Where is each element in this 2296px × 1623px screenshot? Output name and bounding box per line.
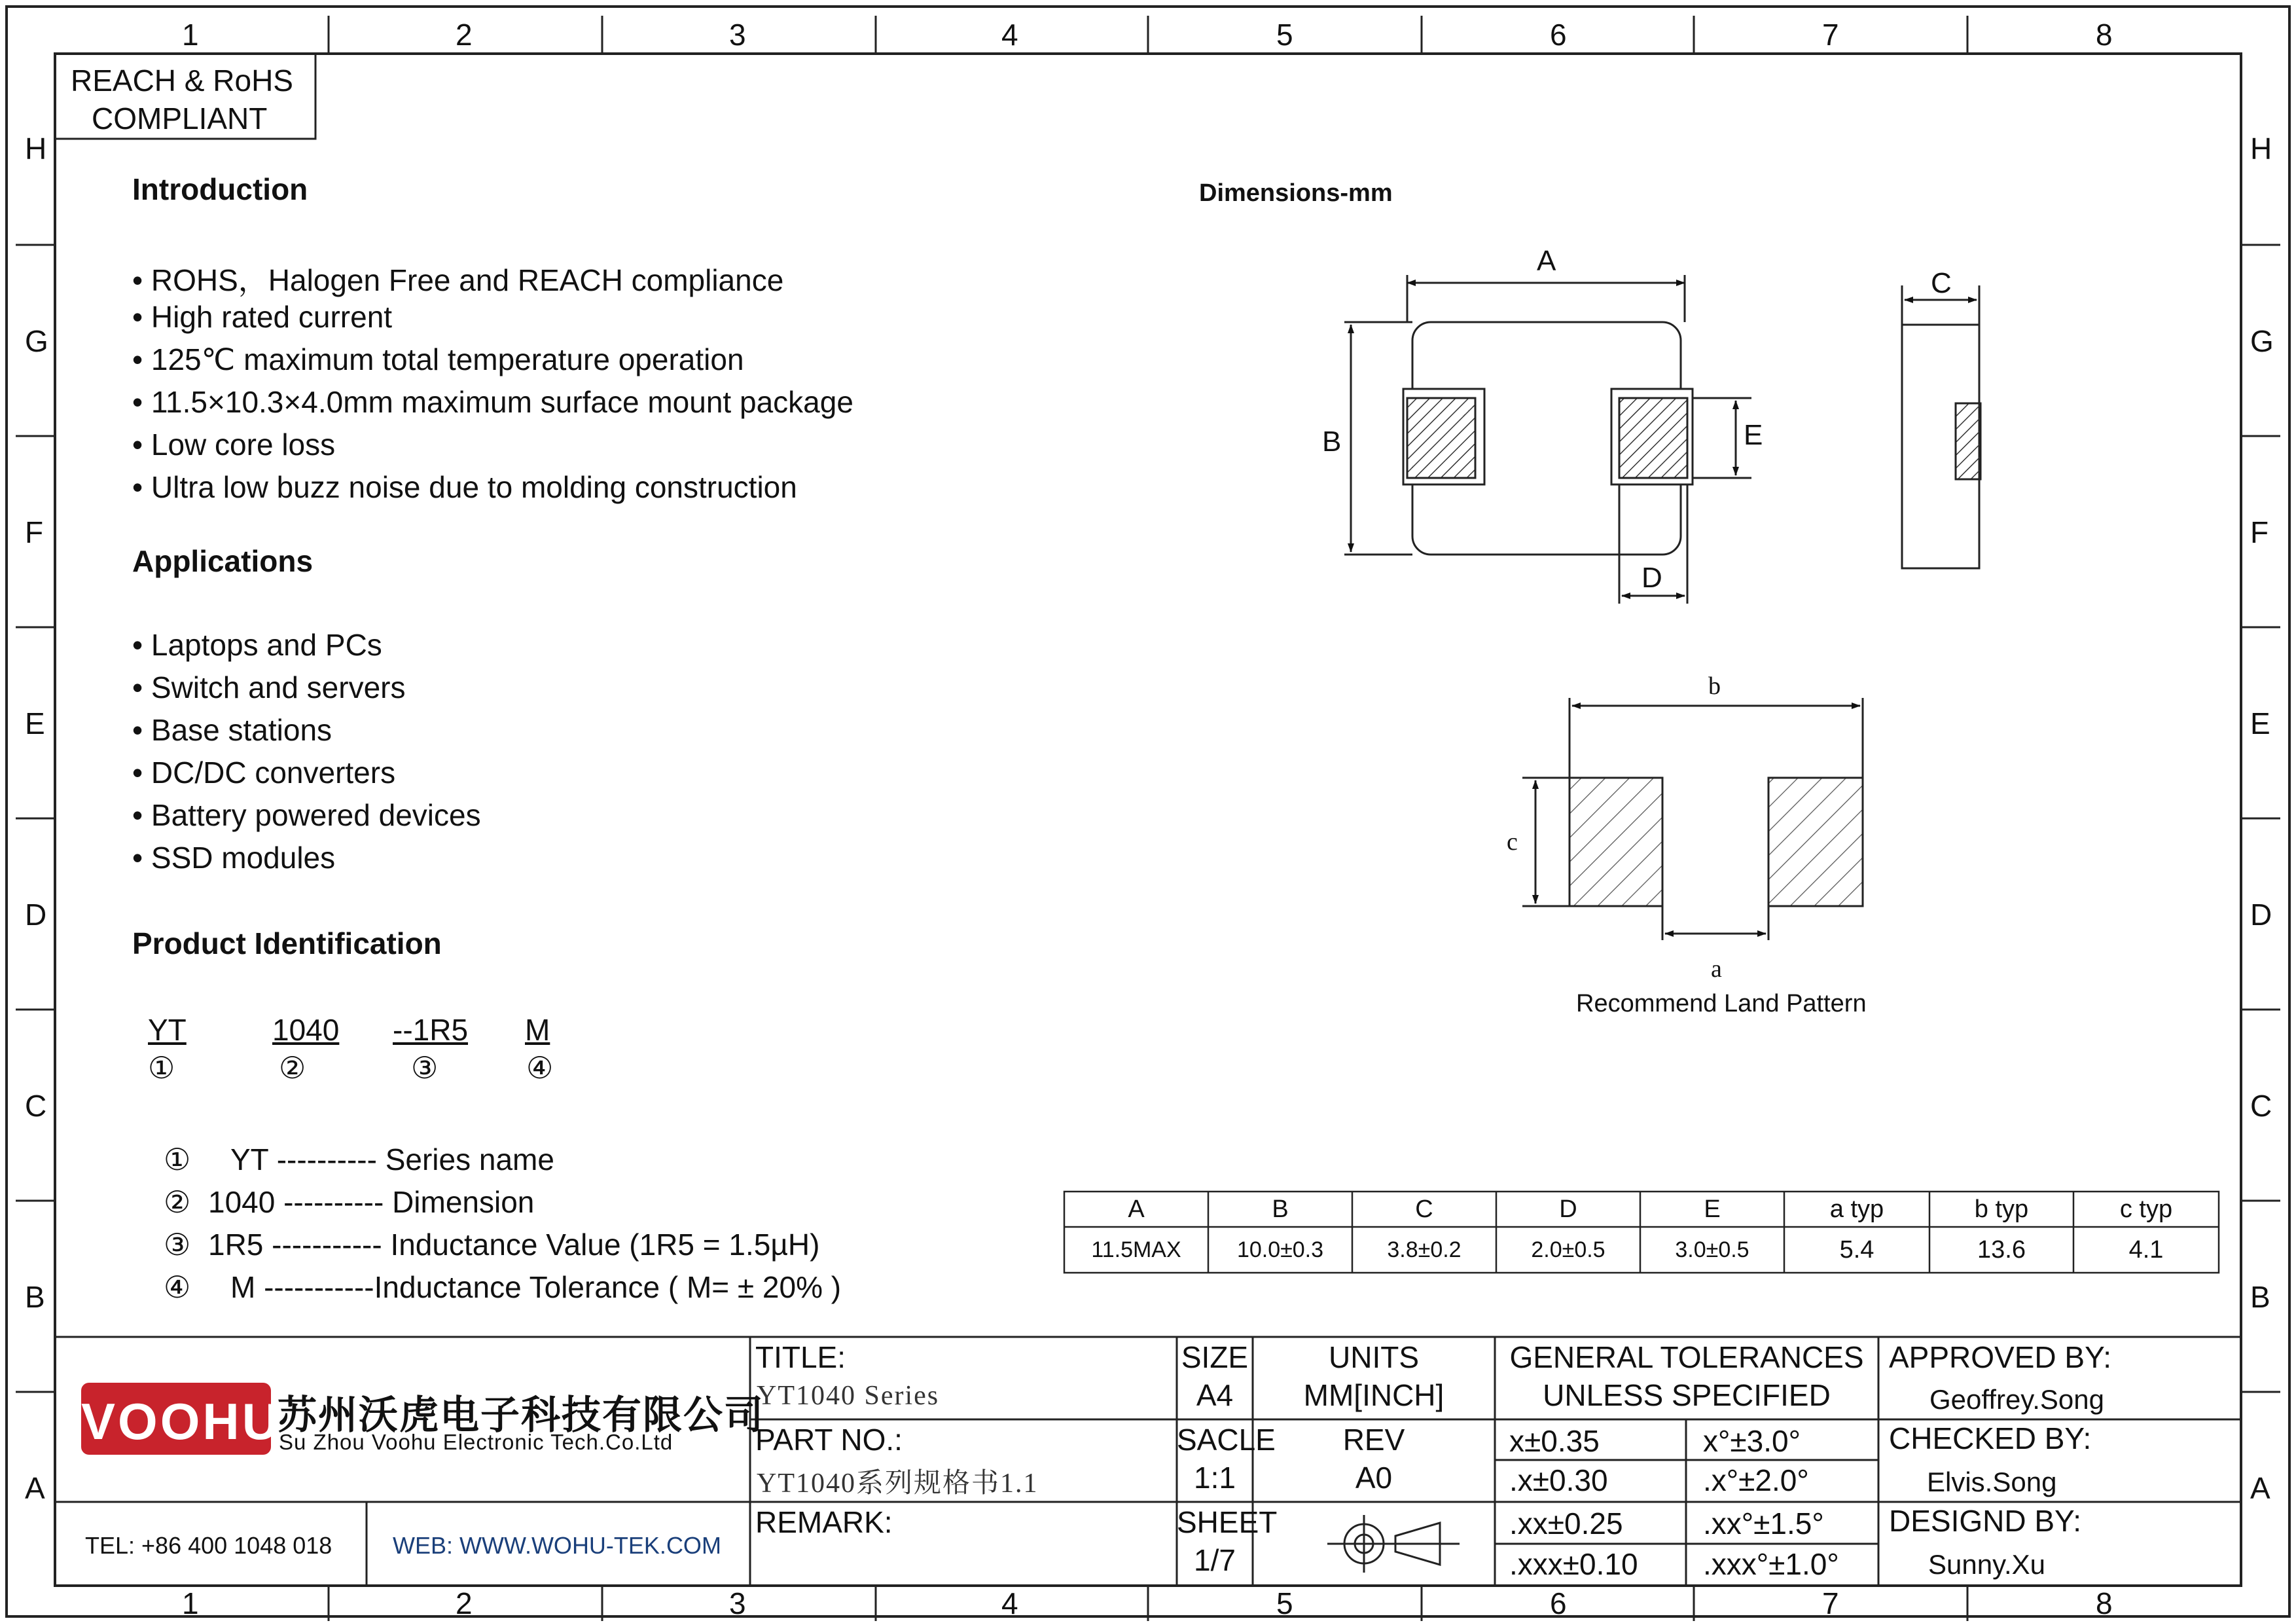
column-label-2-bottom: 2 [456,1586,473,1620]
code-number: ④ [526,1051,554,1085]
column-label-1-bottom: 1 [182,1586,199,1620]
projection-symbol-icon [1327,1515,1460,1573]
code-dimension: 1040 [272,1013,340,1047]
column-label-7: 7 [1822,18,1839,52]
code-series: YT [148,1013,187,1047]
intro-item: • Low core loss [132,428,336,462]
legend-text: YT ---------- Series name [230,1142,554,1176]
logo-text: VOOHU [81,1393,282,1450]
website-link[interactable]: WEB: WWW.WOHU-TEK.COM [393,1532,721,1559]
size-value: A4 [1196,1378,1234,1412]
column-label-6: 6 [1550,18,1567,52]
row-label-b-right: B [2250,1280,2270,1314]
dim-label-a: A [1537,245,1556,277]
code-number: ① [148,1051,175,1085]
designed-value: Sunny.Xu [1928,1549,2046,1580]
legend-number: ③ [164,1228,191,1262]
application-item: • Battery powered devices [132,798,481,832]
tolerance-linear: .xxx±0.10 [1509,1547,1638,1581]
compliance-line-1: REACH & RoHS [71,64,293,98]
tolerance-angular: .xxx°±1.0° [1703,1547,1839,1581]
legend-number: ④ [164,1271,191,1304]
land-label-b: b [1708,672,1721,700]
column-label-7-bottom: 7 [1822,1586,1839,1620]
application-item: • SSD modules [132,841,336,875]
land-pattern-caption: Recommend Land Pattern [1576,990,1867,1017]
row-label-e-right: E [2250,706,2270,740]
units-value: MM[INCH] [1303,1378,1444,1412]
applications-heading: Applications [132,544,314,578]
land-label-a: a [1711,955,1722,983]
row-label-f-right: F [2250,515,2269,549]
row-label-d: D [25,898,47,932]
row-label-a: A [25,1471,45,1505]
legend-text: 1040 ---------- Dimension [208,1185,535,1219]
sheet-label: SHEET [1177,1505,1278,1539]
table-header: A [1128,1195,1145,1223]
scale-value: 1:1 [1194,1461,1236,1495]
company-name-en: Su Zhou Voohu Electronic Tech.Co.Ltd [279,1430,673,1454]
row-label-e: E [25,706,45,740]
scale-label: SACLE [1177,1423,1276,1457]
tolerance-angular: .xx°±1.5° [1703,1506,1824,1541]
dim-label-e: E [1744,419,1763,451]
column-label-5-bottom: 5 [1276,1586,1293,1620]
compliance-line-2: COMPLIANT [92,101,268,136]
table-cell: 2.0±0.5 [1531,1237,1605,1262]
column-label-4-bottom: 4 [1001,1586,1018,1620]
column-label-4: 4 [1001,18,1018,52]
column-label-6-bottom: 6 [1550,1586,1567,1620]
checked-value: Elvis.Song [1927,1467,2057,1497]
tolerance-linear: x±0.35 [1509,1424,1600,1458]
sheet-value: 1/7 [1194,1543,1236,1577]
row-label-c-right: C [2250,1089,2272,1123]
remark-label: REMARK: [755,1505,893,1539]
rev-value: A0 [1355,1461,1393,1495]
dim-label-d: D [1641,562,1662,594]
dim-label-b: B [1322,426,1342,458]
legend-text: 1R5 ----------- Inductance Value (1R5 = 1.5µH) [208,1228,820,1262]
code-inductance: --1R5 [393,1013,469,1047]
row-label-b: B [25,1280,45,1314]
application-item: • Base stations [132,713,332,747]
land-label-c: c [1507,828,1518,856]
company-name-cn: 苏州沃虎电子科技有限公司 [278,1393,764,1437]
table-cell: 4.1 [2128,1235,2164,1264]
intro-item: • 11.5×10.3×4.0mm maximum surface mount package [132,385,853,419]
application-item: • DC/DC converters [132,756,396,790]
table-header: C [1415,1195,1433,1223]
intro-item: • Ultra low buzz noise due to molding construction [132,470,797,504]
size-label: SIZE [1181,1340,1249,1374]
units-label: UNITS [1329,1340,1419,1374]
designed-label: DESIGND BY: [1889,1504,2081,1538]
tolerance-angular: x°±3.0° [1703,1424,1801,1458]
title-value: YT1040 Series [757,1381,940,1411]
table-cell: 10.0±0.3 [1236,1237,1324,1262]
intro-item: • 125℃ maximum total temperature operation [132,342,744,376]
part-number-label: PART NO.: [755,1423,903,1457]
row-label-g-right: G [2250,324,2274,358]
dim-label-c: C [1931,267,1952,299]
row-label-h-right: H [2250,132,2272,166]
application-item: • Laptops and PCs [132,628,382,662]
title-label: TITLE: [755,1340,846,1374]
checked-label: CHECKED BY: [1889,1421,2092,1455]
code-tolerance: M [525,1013,550,1047]
approved-value: Geoffrey.Song [1929,1384,2104,1415]
tolerance-linear: .xx±0.25 [1509,1506,1623,1541]
row-label-d-right: D [2250,898,2272,932]
tolerance-angular: .x°±2.0° [1703,1463,1809,1497]
rev-label: REV [1342,1423,1405,1457]
row-label-f: F [25,515,44,549]
column-label-8-bottom: 8 [2096,1586,2113,1620]
part-number-value: YT1040系列规格书1.1 [757,1468,1039,1499]
intro-item: • ROHS，Halogen Free and REACH compliance [132,263,784,297]
table-header: E [1704,1195,1721,1223]
table-header: D [1559,1195,1577,1223]
table-header: a typ [1829,1195,1884,1223]
tolerance-linear: .x±0.30 [1509,1463,1608,1497]
top-view [1344,275,1751,604]
intro-item: • High rated current [132,300,393,334]
code-number: ② [279,1051,306,1085]
table-header: b typ [1974,1195,2029,1223]
column-label-3: 3 [729,18,746,52]
approved-label: APPROVED BY: [1889,1340,2112,1374]
side-view [1902,285,1981,568]
table-cell: 3.8±0.2 [1387,1237,1462,1262]
product-identification-heading: Product Identification [132,926,442,960]
legend-number: ① [164,1143,191,1176]
dimensions-title: Dimensions-mm [1199,179,1393,207]
table-cell: 3.0±0.5 [1675,1237,1749,1262]
introduction-heading: Introduction [132,172,308,206]
row-label-a-right: A [2250,1471,2270,1505]
row-label-c: C [25,1089,47,1123]
table-header: c typ [2119,1195,2173,1223]
legend-number: ② [164,1186,191,1219]
row-label-g: G [25,324,48,358]
land-pattern [1522,698,1863,940]
table-cell: 5.4 [1839,1235,1874,1264]
code-number: ③ [411,1051,439,1085]
tel: TEL: +86 400 1048 018 [85,1532,332,1559]
tolerances-subheading: UNLESS SPECIFIED [1543,1378,1831,1412]
table-header: B [1272,1195,1289,1223]
tolerances-heading: GENERAL TOLERANCES [1509,1340,1864,1374]
column-label-8: 8 [2096,18,2113,52]
column-label-1: 1 [182,18,199,52]
application-item: • Switch and servers [132,670,406,704]
column-label-2: 2 [456,18,473,52]
legend-text: M -----------Inductance Tolerance ( M= ± 20% ) [230,1270,842,1304]
table-cell: 11.5MAX [1091,1237,1181,1262]
table-cell: 13.6 [1977,1235,2026,1264]
column-label-3-bottom: 3 [729,1586,746,1620]
column-label-5: 5 [1276,18,1293,52]
row-label-h: H [25,132,47,166]
